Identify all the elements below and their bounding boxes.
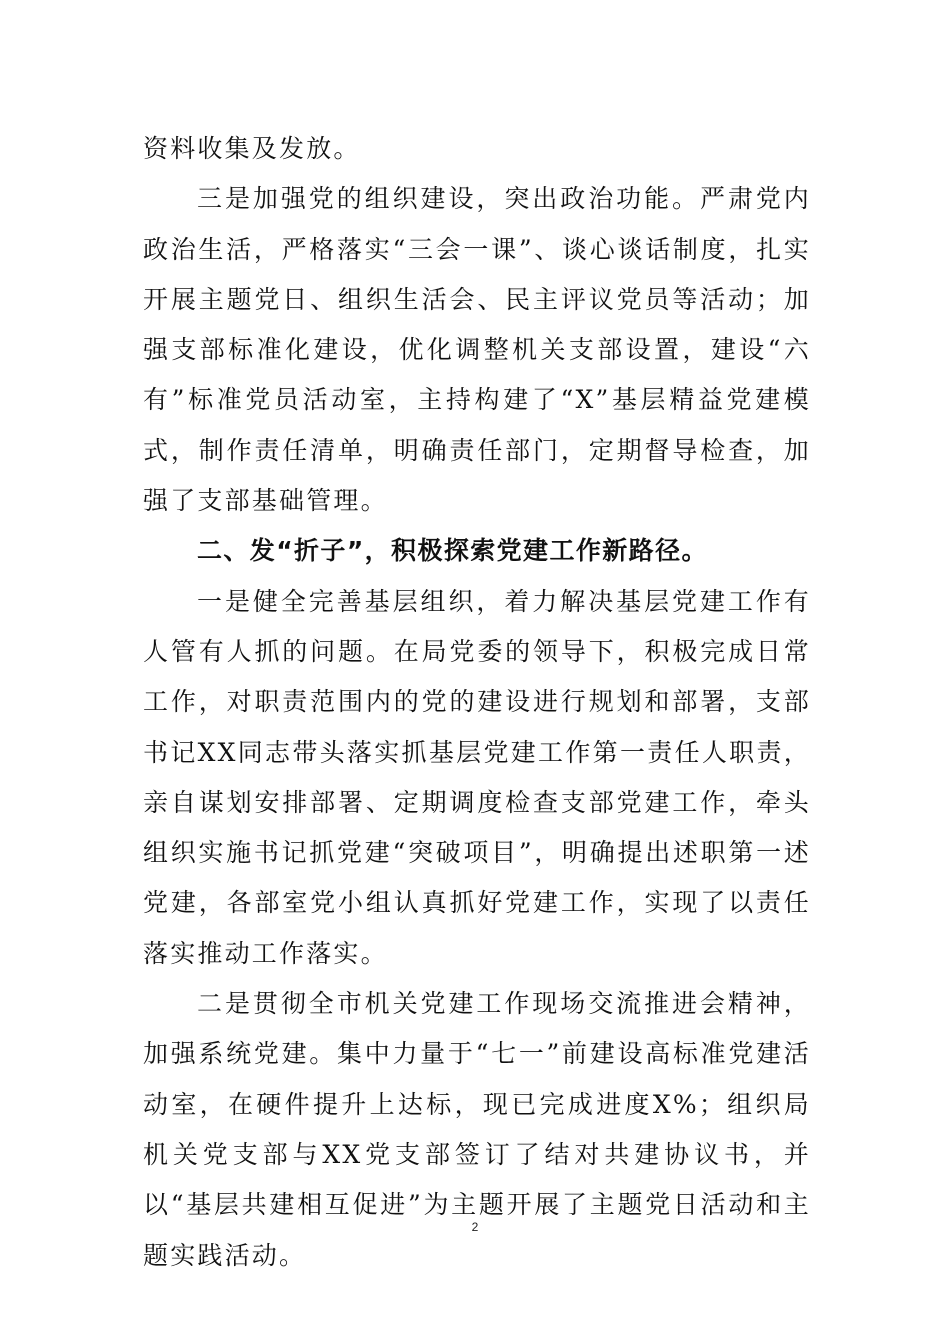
paragraph-system-party-building: 二是贯彻全市机关党建工作现场交流推进会精神，加强系统党建。集中力量于“七一”前建设高标准党建活动室，在硬件提升上达标，现已完成进度X%；组织局机关党支部与XX党支部签订了结对共建协议书，并以“基层共建相互促进”为主题开展了主题党日活动和主题实践活动。 [143, 989, 811, 1270]
paragraph-organization-building: 三是加强党的组织建设，突出政治功能。严肃党内政治生活，严格落实“三会一课”、谈心谈话制度，扎实开展主题党日、组织生活会、民主评议党员等活动；加强支部标准化建设，优化调整机关支部设置，建设“六有”标准党员活动室，主持构建了“X”基层精益党建模式，制作责任清单，明确责任部门，定期督导检查，加强了支部基础管理。 [143, 184, 811, 516]
paragraph-grassroots-organization: 一是健全完善基层组织，着力解决基层党建工作有人管有人抓的问题。在局党委的领导下，积极完成日常工作，对职责范围内的党的建设进行规划和部署，支部书记XX同志带头落实抓基层党建工作第一责任人职责，亲自谋划安排部署、定期调度检查支部党建工作，牵头组织实施书记抓党建“突破项目”，明确提出述职第一述党建，各部室党小组认真抓好党建工作，实现了以责任落实推动工作落实。 [143, 586, 811, 968]
document-body [143, 124, 811, 1281]
section-heading: 二、发“折子”，积极探索党建工作新路径。 [197, 536, 708, 566]
page-number: 2 [471, 1220, 479, 1234]
paragraph-continuation: 资料收集及发放。 [143, 134, 361, 163]
